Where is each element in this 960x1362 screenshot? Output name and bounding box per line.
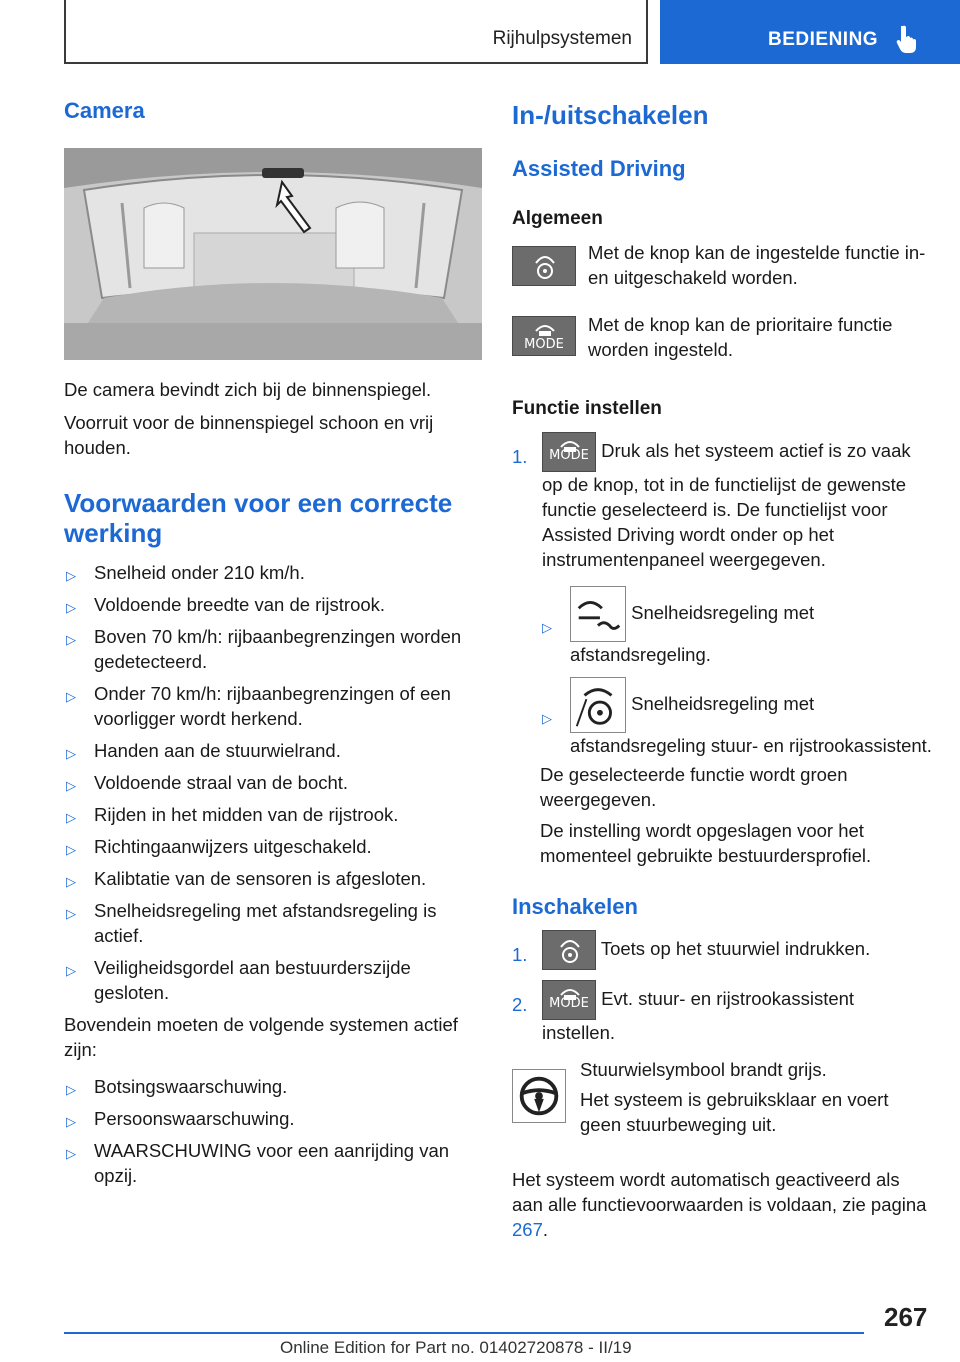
list-item: ▷ Veiligheidsgordel aan bestuurderszijde gesloten. <box>66 957 411 1003</box>
option-item-2 <box>512 677 932 758</box>
list-item: ▷ Handen aan de stuurwielrand. <box>64 738 482 763</box>
list-item: ▷ Kalibtatie van de sensoren is afgesloten. <box>64 866 482 891</box>
assist-button-icon <box>512 246 576 286</box>
step-text: Toets op het stuurwiel indrukken. <box>542 930 932 970</box>
option-text: Snelheidsregeling met afstandsregeling stuur- en rijstrookassistent. <box>570 677 932 758</box>
bullet-triangle-icon: ▷ <box>66 689 76 704</box>
step-text: MODE Evt. stuur- en rijstrookassistent instellen. <box>542 980 932 1045</box>
list-item: ▷ Richtingaanwijzers uitgeschakeld. <box>64 834 482 859</box>
steering-wheel-icon <box>512 1069 566 1123</box>
bullet-triangle-icon: ▷ <box>542 620 552 635</box>
list-item: ▷ Voldoende breedte van de rijstrook. <box>64 592 482 617</box>
bullet-triangle-icon: ▷ <box>66 906 76 921</box>
list-item: ▷ Snelheidsregeling met afstandsregeling is actief. <box>66 900 437 946</box>
bullet-triangle-icon: ▷ <box>542 711 552 726</box>
enable-step-2 <box>512 980 932 1045</box>
enable-heading: Inschakelen <box>512 894 638 919</box>
left-column <box>64 98 482 1195</box>
bullet-triangle-icon: ▷ <box>66 874 76 889</box>
additional-list <box>64 1074 482 1188</box>
saved-note: De instelling wordt opgeslagen voor het momenteel gebruikte bestuurdersprofiel. <box>540 820 872 866</box>
auto-activation-text: Het systeem wordt automatisch geactiveerd als aan alle functievoorwaarden is voldaan, zie pagina 267. <box>512 1169 927 1240</box>
bullet-triangle-icon: ▷ <box>66 1146 76 1161</box>
step-text: MODE Druk als het systeem actief is zo vaak op de knop, tot in de functielijst de gewenste functie geselecteerd is. De functielijst voor Assisted Driving wordt onder op het instrumentenpaneel weergegeven. <box>542 432 932 572</box>
general-heading: Algemeen <box>512 208 603 229</box>
option-item-1 <box>512 586 932 667</box>
mode-button-icon: MODE <box>542 432 596 472</box>
assist-button-icon <box>542 930 596 970</box>
acc-function-icon <box>570 586 626 642</box>
list-item: ▷ Snelheid onder 210 km/h. <box>64 560 482 585</box>
bullet-triangle-icon: ▷ <box>66 1114 76 1129</box>
list-item: ▷ Boven 70 km/h: rijbaanbegrenzingen worden gedetecteerd. <box>66 626 462 672</box>
general-item-1 <box>512 242 932 300</box>
list-item: ▷ WAARSCHUWING voor een aanrijding van opzij. <box>66 1140 450 1186</box>
camera-heading: Camera <box>64 98 145 123</box>
mode-button-icon: MODE <box>512 316 576 356</box>
enable-step-1 <box>512 930 932 970</box>
setup-heading: Functie instellen <box>512 398 662 419</box>
camera-location-illustration <box>64 148 482 360</box>
subsection-heading: Assisted Driving <box>512 156 686 181</box>
selected-note: De geselecteerde functie wordt groen weergegeven. <box>540 764 848 810</box>
wheel-status <box>512 1061 932 1161</box>
footer-edition: Online Edition for Part no. 01402720878 - II/19 <box>280 1338 632 1357</box>
header-chapter-tab[interactable] <box>660 0 960 64</box>
list-item: ▷ Persoonswaarschuwing. <box>64 1106 482 1131</box>
step-number: 1. <box>512 446 528 467</box>
bullet-triangle-icon: ▷ <box>66 632 76 647</box>
bullet-triangle-icon: ▷ <box>66 810 76 825</box>
section-heading: In-/uitschakelen <box>512 100 709 130</box>
camera-text-1: De camera bevindt zich bij de binnenspiegel. <box>64 379 432 400</box>
right-column <box>512 98 932 1242</box>
general-item-2 <box>512 314 932 376</box>
bullet-triangle-icon: ▷ <box>66 1082 76 1097</box>
chapter-title: BEDIENING <box>768 29 879 50</box>
step-number: 1. <box>512 944 528 965</box>
page-link[interactable]: 267 <box>512 1219 543 1240</box>
steering-assist-icon <box>570 677 626 733</box>
conditions-heading: Voorwaarden voor een correcte werking <box>64 488 453 548</box>
additional-intro: Bovendein moeten de volgende systemen actief zijn: <box>64 1014 458 1060</box>
bullet-triangle-icon: ▷ <box>66 842 76 857</box>
bullet-triangle-icon: ▷ <box>66 778 76 793</box>
list-item: ▷ Botsingswaarschuwing. <box>64 1074 482 1099</box>
section-title: Rijhulpsystemen <box>492 28 632 49</box>
list-item: ▷ Onder 70 km/h: rijbaanbegrenzingen of een voorligger wordt herkend. <box>66 683 451 729</box>
setup-step-1 <box>512 432 932 572</box>
camera-text-2: Voorruit voor de binnenspiegel schoon en vrij houden. <box>64 412 434 458</box>
bullet-triangle-icon: ▷ <box>66 600 76 615</box>
hand-pointer-icon <box>896 24 920 54</box>
general-text-2: Met de knop kan de prioritaire functie worden ingesteld. <box>588 314 893 360</box>
step-number: 2. <box>512 994 528 1015</box>
option-text: Snelheidsregeling met afstandsregeling. <box>570 586 932 667</box>
page-number: 267 <box>884 1302 928 1332</box>
general-text-1: Met de knop kan de ingestelde functie in- en uitgeschakeld worden. <box>588 242 926 288</box>
bullet-triangle-icon: ▷ <box>66 568 76 583</box>
footer-divider <box>64 1332 864 1334</box>
wheel-text-2: Het systeem is gebruiksklaar en voert geen stuurbeweging uit. <box>580 1089 889 1135</box>
bullet-triangle-icon: ▷ <box>66 746 76 761</box>
header-section-box <box>64 0 648 64</box>
bullet-triangle-icon: ▷ <box>66 963 76 978</box>
mode-button-icon: MODE <box>542 980 596 1020</box>
list-item: ▷ Voldoende straal van de bocht. <box>64 770 482 795</box>
list-item: ▷ Rijden in het midden van de rijstrook. <box>64 802 482 827</box>
conditions-list <box>64 560 482 1005</box>
wheel-text-1: Stuurwielsymbool brandt grijs. <box>580 1059 827 1080</box>
